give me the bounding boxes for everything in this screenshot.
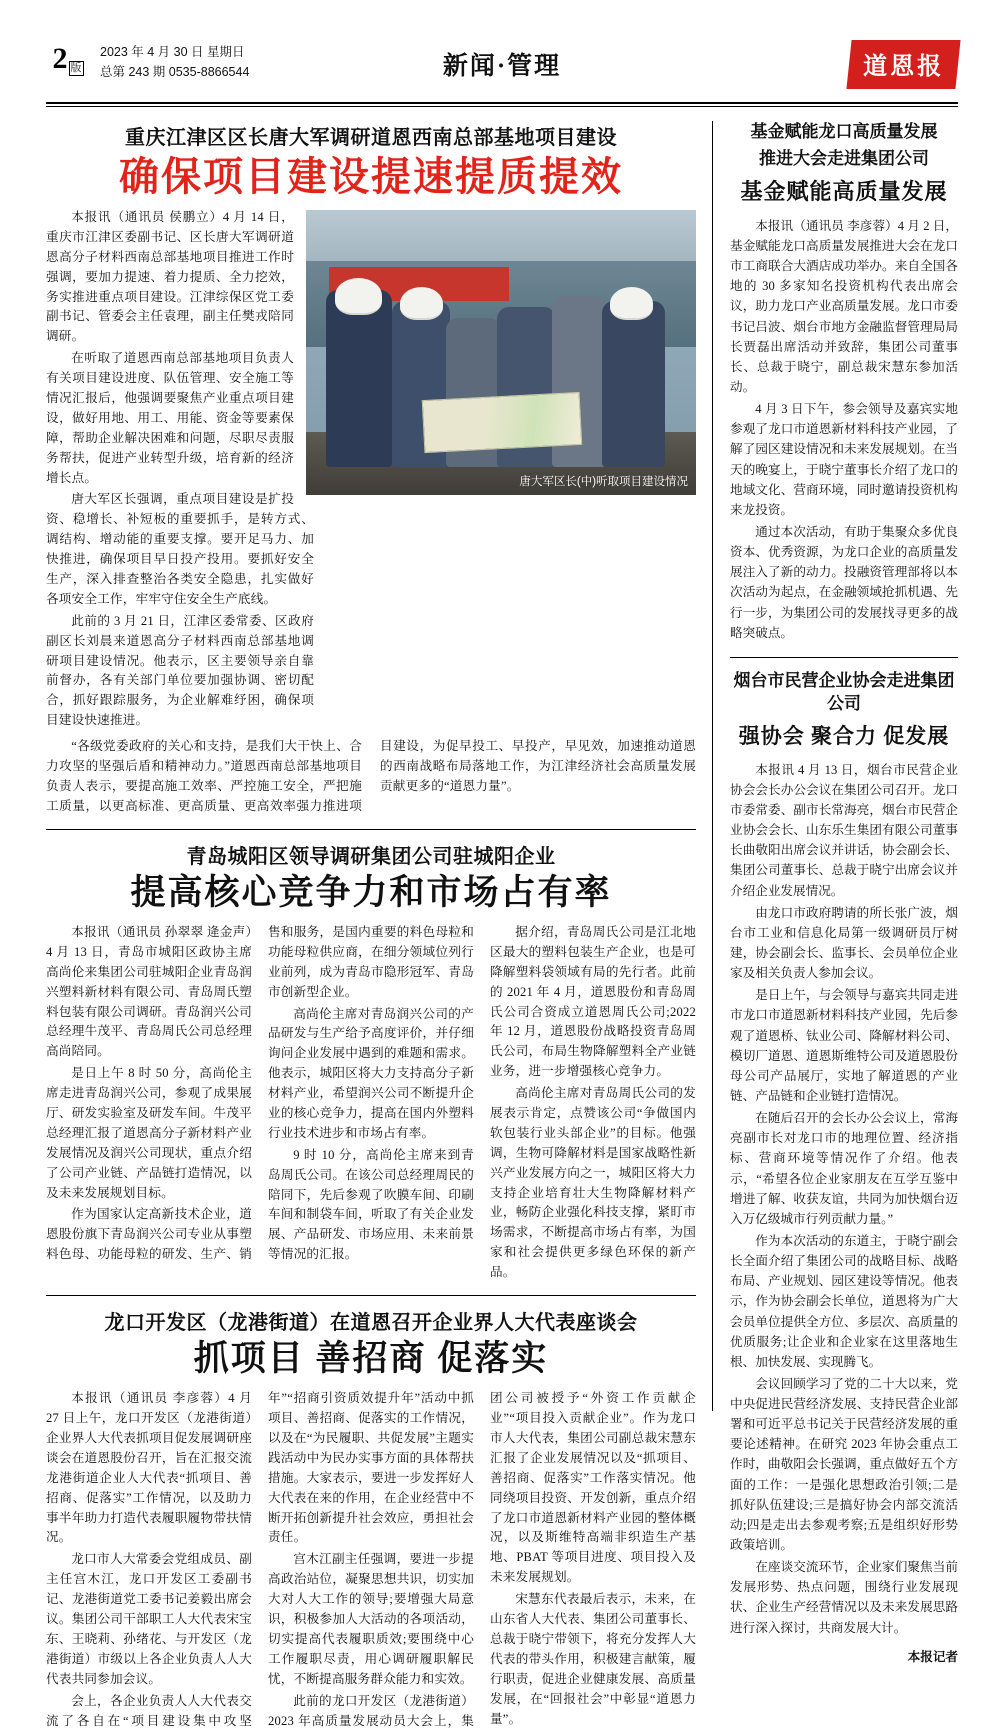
- article2-para-5: 据介绍，青岛周氏公司是江北地区最大的塑料包装生产企业，也是可降解塑料袋领域有局的先行者。此前的 2021 年 4 月，道恩股份和青岛周氏公司合资成立道恩周氏公司;2022 年 12 月，道恩股份战略投资青岛周氏公司，布局生物降解塑料全产业链业务，进一步增强核心竞争力。: [490, 924, 696, 1079]
- article2-shoulder: 青岛城阳区领导调研集团公司驻城阳企业: [186, 845, 556, 868]
- side2-shoulder: 烟台市民营企业协会走进集团公司: [733, 670, 955, 713]
- issue-info: [100, 40, 249, 82]
- article1-para-2: 唐大军区长强调，重点项目建设是扩投资、稳增长、补短板的重要抓手，是转方式、调结构、增动能的重要支撑。要开足马力、加快推进，确保项目早日投产投用。要抓好安全生产，深入排查整治各类安全隐患，扎实做好各项安全工作，牢牢守住安全生产底线。: [46, 492, 314, 606]
- side-article-fund: [730, 121, 958, 643]
- side1-para-0: 本报讯（通讯员 李彦蓉）4 月 2 日，基金赋能龙口高质量发展推进大会在龙口市工商联合大酒店成功举办。来自全国各地的 30 多家知名投资机构代表出席会议，助力龙口产业高质量发展。龙口市委书记吕波、烟台市地方金融监督管理局局长贾磊出席活动并致辞，集团公司董事长、总裁于晓宁，副总裁宋慧东参加活动。: [730, 218, 958, 394]
- article2-body: [46, 923, 696, 1283]
- separator-1: [46, 829, 696, 830]
- article1-photo-block: [306, 210, 696, 489]
- article3-para-2: 会上，各企业负责人人大代表交流了各自在“项目建设集中攻坚年”“招商引资质效提升年”活动中抓项目、善招商、促落实的工作情况，以及在“为民履职、共促发展”主题实践活动中为民办实事方面的具体帮扶措施。大家表示，要进一步发挥好人大代表在来的作用，在企业经营中不断开拓创新提升社会效应，勇担社会责任。: [46, 1391, 474, 1728]
- separator-2: [46, 1295, 696, 1296]
- article2-headline: 提高核心竞争力和市场占有率: [130, 872, 612, 912]
- article3-body: [46, 1389, 696, 1731]
- article-chongqing: [46, 121, 696, 817]
- side2-para-6: 在座谈交流环节，企业家们聚焦当前发展形势、热点问题，围绕行业发展现状、企业生产经营情况以及未来发展思路进行深入探讨，共商发展大计。: [730, 1560, 958, 1635]
- side1-headline: 基金赋能高质量发展: [740, 178, 948, 204]
- article1-para-0: 本报讯（通讯员 侯鹏立）4 月 14 日，重庆市江津区委副书记、区长唐大军调研道恩高分子材料西南总部基地项目推进工作时强调，要加力提速、着力提质、全力挖效，务实推进重点项目建设。江津综保区党工委副书记、管委会主任袁理，副主任樊戎陪同调研。: [46, 210, 295, 344]
- article1-headline: 确保项目建设提速提质提效: [119, 154, 624, 199]
- article3-para-1: 龙口市人大常委会党组成员、副主任宫木江，龙口开发区工委副书记、龙港街道党工委书记姜毅出席会议。集团公司干部职工人大代表宋宝东、王晓莉、孙绪花、与开发区（龙港街道）市级以上各企业负责人人大代表共同参加会议。: [46, 1552, 252, 1686]
- newspaper-logo-text: 道恩报: [863, 54, 945, 80]
- article2-para-3: 高尚伦主席对青岛润兴公司的产品研发与生产给予高度评价，并仔细询问企业发展中遇到的难题和需求。他表示，城阳区将大力支持高分子新材料产业，希望润兴公司不断提升企业的核心竞争力，提高在国内外塑料行业技术进步和市场占有率。: [268, 1006, 474, 1140]
- article3-para-4: 此前的龙口开发区（龙港街道）2023 年高质量发展动员大会上，集团公司被授予“外资工作贡献企业”“项目投入贡献企业”。作为龙口市人大代表，集团公司副总裁宋慧东汇报了企业发展情况以及“抓项目、善招商、促落实”工作落实情况。他同绕项目投资、开发创新，重点介绍了龙口市道恩新材料产业园的整体概况，以及斯维特高端非织造生产基地、PBAT 等项目进度、项目投入及未来发展规划。: [268, 1391, 696, 1728]
- page-number: 2: [52, 42, 68, 75]
- issue-date: 2023 年 4 月 30 日 星期日: [100, 45, 245, 59]
- article3-headline: 抓项目 善招商 促落实: [193, 1339, 549, 1378]
- main-column: [46, 121, 713, 1728]
- side-column: [713, 121, 958, 1664]
- section-title: 新闻·管理: [442, 53, 562, 80]
- article3-para-0: 本报讯（通讯员 李彦蓉）4 月 27 日上午，龙口开发区（龙港街道）企业界人大代表抓项目促发展调研座谈会在道恩股份召开，旨在汇报交流龙港街道企业人大代表“抓项目、善招商、促落实”工作情况，以及助力事半年助力打造代表履职履物带扶情况。: [46, 1391, 252, 1545]
- side2-para-5: 会议回顾学习了党的二十大以来，党中央促进民营经济发展、支持民营企业部署和可近平总书记关于民营经济发展的重要论述精神。在研究 2023 年协会重点工作时，曲敬阳会长强调，重点做好五个方面的工作：一是强化思想政治引领;二是抓好队伍建设;三是搞好协会内部交流活动;四是走出去参观考察;五是组织好形势政策培训。: [730, 1376, 958, 1553]
- article2-para-1: 是日上午 8 时 50 分，高尚伦主席走进青岛润兴公司，参观了成果展厅、研发实验室及研发车间。牛茂平总经理汇报了道恩高分子新材料产业发展情况及润兴公司现状，重点介绍了公司产业链、产品链打造情况，以及未来发展规划目标。: [46, 1066, 252, 1200]
- article2-para-2: 作为国家认定高新技术企业，道恩股份旗下青岛润兴公司专业从事塑料色母、功能母粒的研发、生产、销售和服务，是国内重要的料色母粒和功能母粒供应商，在细分领域位列行业前列，成为青岛市隐形冠军、青岛市创新型企业。: [46, 924, 474, 1262]
- masthead: [46, 40, 958, 98]
- issue-serial: 总第 243 期 0535-8866544: [100, 65, 250, 79]
- article2-para-0: 本报讯（通讯员 孙翠翠 逄金声）4 月 13 日，青岛市城阳区政协主席高尚伦来集团公司驻城阳企业青岛润兴塑料新材料有限公司、青岛周氏塑料包装有限公司调研。青岛润兴公司总经理牛茂平、青岛周氏公司总经理高尚陪同。: [46, 924, 252, 1059]
- article1-para-1: 在听取了道恩西南总部基地项目负责人有关项目建设进度、队伍管理、安全施工等情况汇报后，他强调要聚焦产业重点项目建设，做好用地、用工、用能、资金等要素保障，帮助企业解决困难和问题，尽职尽责服务帮扶，促进产业转型升级，培育新的经济增长点。: [46, 351, 295, 485]
- side1-para-1: 4 月 3 日下午，参会领导及嘉宾实地参观了龙口市道恩新材料科技产业园，了解了园区建设情况和未来发展规划。在当天的晚宴上，于晓宁董事长介绍了龙口的地域文化、营商环境，同时邀请投资机构来龙投资。: [730, 402, 958, 517]
- side2-para-3: 在随后召开的会长办公会议上，常海亮副市长对龙口市的地理位置、经济指标、营商环境等情况作了介绍。他表示，“希望各位企业家朋友在互学互鉴中增进了解、收获友谊，共同为加快烟台迈入万亿级城市行列贡献力量。”: [730, 1111, 958, 1226]
- article1-shoulder: 重庆江津区区长唐大军调研道恩西南总部基地项目建设: [125, 127, 618, 149]
- article2-para-6: 高尚伦主席对青岛周氏公司的发展表示肯定，点赞该公司“争做国内软包装行业头部企业”的目标。他强调，生物可降解材料是国家战略性新兴产业发展方向之一，城阳区将大力支持企业培育壮大生物降解材料产业，畅防企业强化科技支撑，紧盯市场需求，不断提高市场占有率，为国家和社会提供更多绿色环保的新产品。: [490, 1086, 696, 1280]
- page-number-suffix: 版: [70, 62, 82, 74]
- article-qingdao: [46, 840, 696, 1283]
- photo-caption: 唐大军区长(中)听取项目建设情况: [519, 476, 689, 488]
- side-separator: [730, 657, 958, 658]
- side1-shoulder-line2: 推进大会走进集团公司: [759, 148, 930, 168]
- side-article-association: [730, 670, 958, 1665]
- side2-para-1: 由龙口市政府聘请的所长张广波，烟台市工业和信息化局第一级调研员厅树建，协会副会长、监事长、会员单位企业家及相关负责人参加会议。: [730, 905, 958, 981]
- side2-para-4: 作为本次活动的东道主，于晓宁副会长全面介绍了集团公司的战略目标、战略布局、产业规划、园区建设等情况。他表示，作为协会副会长单位，道恩将为广大会员单位提供全方位、多层次、高质量的优质服务;让企业和企业家在这里落地生根、加快发展、实现腾飞。: [730, 1233, 958, 1369]
- article3-para-3: 宫木江副主任强调，要进一步提高政治站位，凝聚思想共识，切实加大对人大工作的领导;要增强大局意识，积极参加人大活动的各项活动，切实提高代表履职质效;要围绕中心工作履职尽责，用心调研履职解民忧，不断提高服务群众能力和实效。: [268, 1552, 474, 1686]
- article1-para-3: 此前的 3 月 21 日，江津区委常委、区政府副区长刘晨来道恩高分子材料西南总部基地调研项目建设情况。他表示，区主要领导亲自靠前督办，各有关部门单位要加强协调、密切配合，抓好跟踪服务，为企业解难纾困，确保项目建设快速推进。: [46, 613, 314, 728]
- masthead-rule-thin: [46, 106, 958, 107]
- masthead-rule-thick: [46, 102, 958, 104]
- side2-signoff: 本报记者: [907, 1649, 958, 1664]
- article2-para-4: 9 时 10 分，高尚伦主席来到青岛周氏公司。在该公司总经理周民的陪同下，先后参观了吹膜车间、印刷车间和制袋车间，听取了有关企业发展、产品研发、市场应用、未来前景等情况的汇报。: [268, 1147, 474, 1262]
- side2-para-0: 本报讯 4 月 13 日，烟台市民营企业协会会长办公会议在集团公司召开。龙口市委常委、副市长常海亮，烟台市民营企业协会会长、山东乐生集团有限公司董事长曲敬阳出席会议并讲话，协会副会长、集团公司董事长、总裁于晓宁出席会议并介绍企业发展情况。: [730, 762, 958, 898]
- article3-para-5: 宋慧东代表最后表示，未来，在山东省人大代表、集团公司董事长、总裁于晓宁带领下，将充分发挥人大代表的带头作用，积极建言献策，履行职责，促进企业健康发展、高质量发展，在“回报社会”中彰显“道恩力量”。: [490, 1592, 696, 1726]
- masthead-logo: [849, 40, 958, 89]
- article-longkou: [46, 1306, 696, 1731]
- article1-para-4: “各级党委政府的关心和支持，是我们大干快上、合力攻坚的坚强后盾和精神动力。”道恩西南总部基地项目负责人表示，要提高施工效率、严控施工安全，严把施工质量，以更高标准、更高质量、更高效率强力推进项目建设，为促早投工、早投产，早见效，加速推动道恩的西南战略布局落地工作，为江津经济社会高质量发展贡献更多的“道恩力量”。: [46, 739, 697, 813]
- page-content: [46, 121, 958, 1728]
- side1-para-2: 通过本次活动，有助于集聚众多优良资本、优秀资源，为龙口企业的高质量发展注入了新的动力。投融资管理部将以本次活动为起点，在金融领域抢抓机遇、先行一步，为集团公司的发展找寻更多的战略突破点。: [730, 524, 958, 640]
- side2-headline: 强协会 聚合力 促发展: [738, 723, 950, 748]
- article3-shoulder: 龙口开发区（龙港街道）在道恩召开企业界人大代表座谈会: [104, 1312, 638, 1334]
- photo-site-inspection: [306, 210, 696, 495]
- side2-para-2: 是日上午，与会领导与嘉宾共同走进市龙口市道恩新材料科技产业园，先后参观了道恩桥、钛业公司、降解材料公司、模切厂道恩、道恩斯维特公司及道恩股份母公司产品展厅，实地了解道恩的产业链、产品链和企业链打造情况。: [730, 988, 958, 1103]
- page-number-badge: [46, 42, 90, 76]
- side1-shoulder-line1: 基金赋能龙口高质量发展: [750, 122, 938, 141]
